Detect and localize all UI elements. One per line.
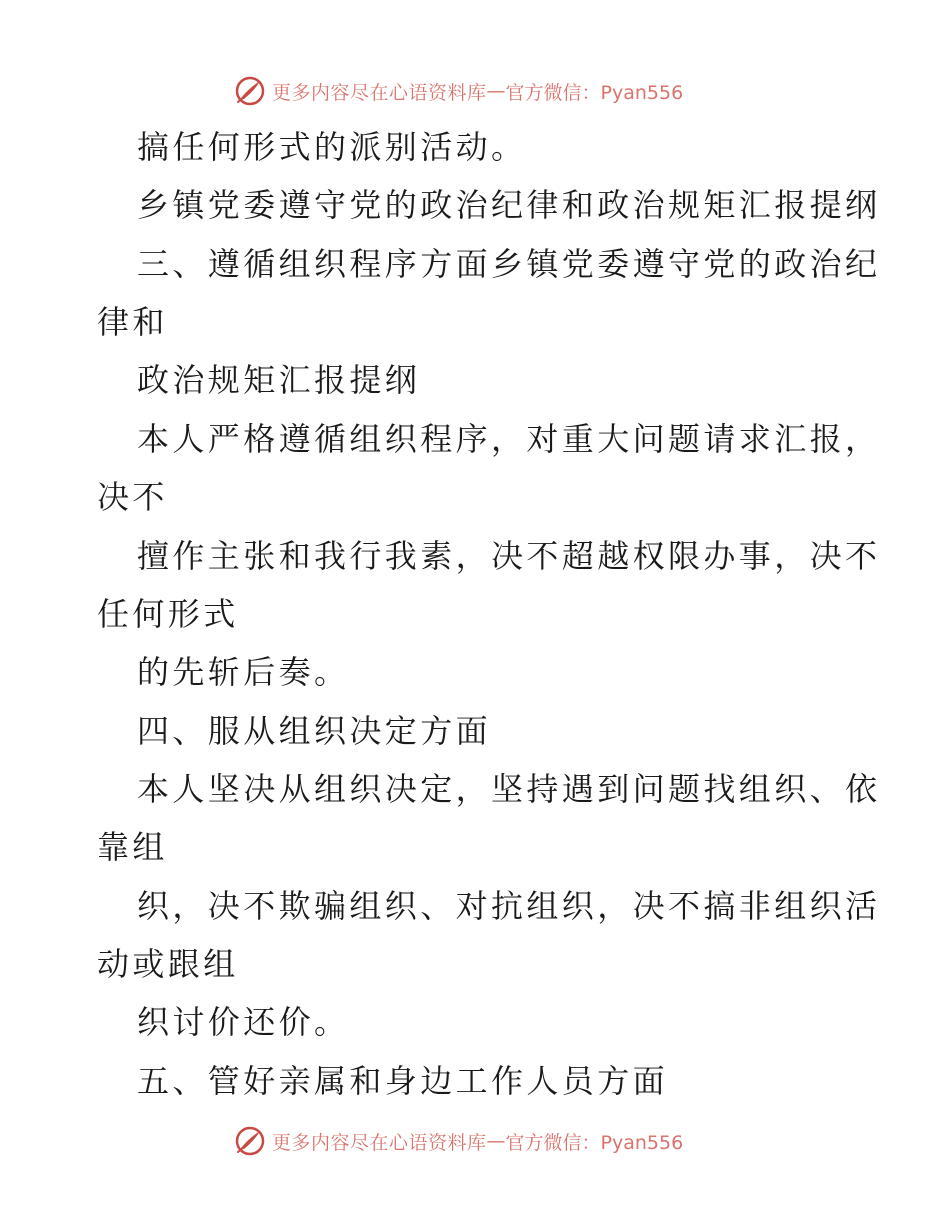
header-watermark xyxy=(0,71,950,111)
text-line: 四、服从组织决定方面 xyxy=(137,712,492,750)
text-line: 三、遵循组织程序方面乡镇党委遵守党的政治纪 xyxy=(137,245,881,283)
quill-logo-icon xyxy=(234,75,266,107)
watermark-main-text: 更多内容尽在心语资料库 xyxy=(272,81,487,104)
quill-logo-icon xyxy=(234,1125,266,1157)
text-line: 织，决不欺骗组织、对抗组织，决不搞非组织活 xyxy=(137,887,881,925)
text-line: 本人严格遵循组织程序，对重大问题请求汇报， xyxy=(137,420,881,458)
watermark-separator: — xyxy=(486,1130,506,1152)
watermark-separator: — xyxy=(486,80,506,102)
text-line: 搞任何形式的派别活动。 xyxy=(137,128,527,166)
text-line: 政治规矩汇报提纲 xyxy=(137,361,421,399)
text-line: 决不 xyxy=(97,478,168,516)
text-line: 本人坚决从组织决定，坚持遇到问题找组织、依 xyxy=(137,770,881,808)
text-line: 任何形式 xyxy=(97,595,239,633)
text-line: 织讨价还价。 xyxy=(137,1003,350,1041)
watermark-sub-text: 官方微信：Pyan556 xyxy=(505,1131,684,1154)
text-line: 擅作主张和我行我素，决不超越权限办事，决不 xyxy=(137,537,881,575)
watermark-main-text: 更多内容尽在心语资料库 xyxy=(272,1131,487,1154)
text-line: 五、管好亲属和身边工作人员方面 xyxy=(137,1062,669,1100)
text-line: 乡镇党委遵守党的政治纪律和政治规矩汇报提纲 xyxy=(137,186,881,224)
footer-watermark xyxy=(0,1121,950,1161)
text-line: 律和 xyxy=(97,303,168,341)
text-line: 动或跟组 xyxy=(97,945,239,983)
watermark-sub-text: 官方微信：Pyan556 xyxy=(505,81,684,104)
text-line: 靠组 xyxy=(97,828,168,866)
text-line: 的先斩后奏。 xyxy=(137,653,350,691)
